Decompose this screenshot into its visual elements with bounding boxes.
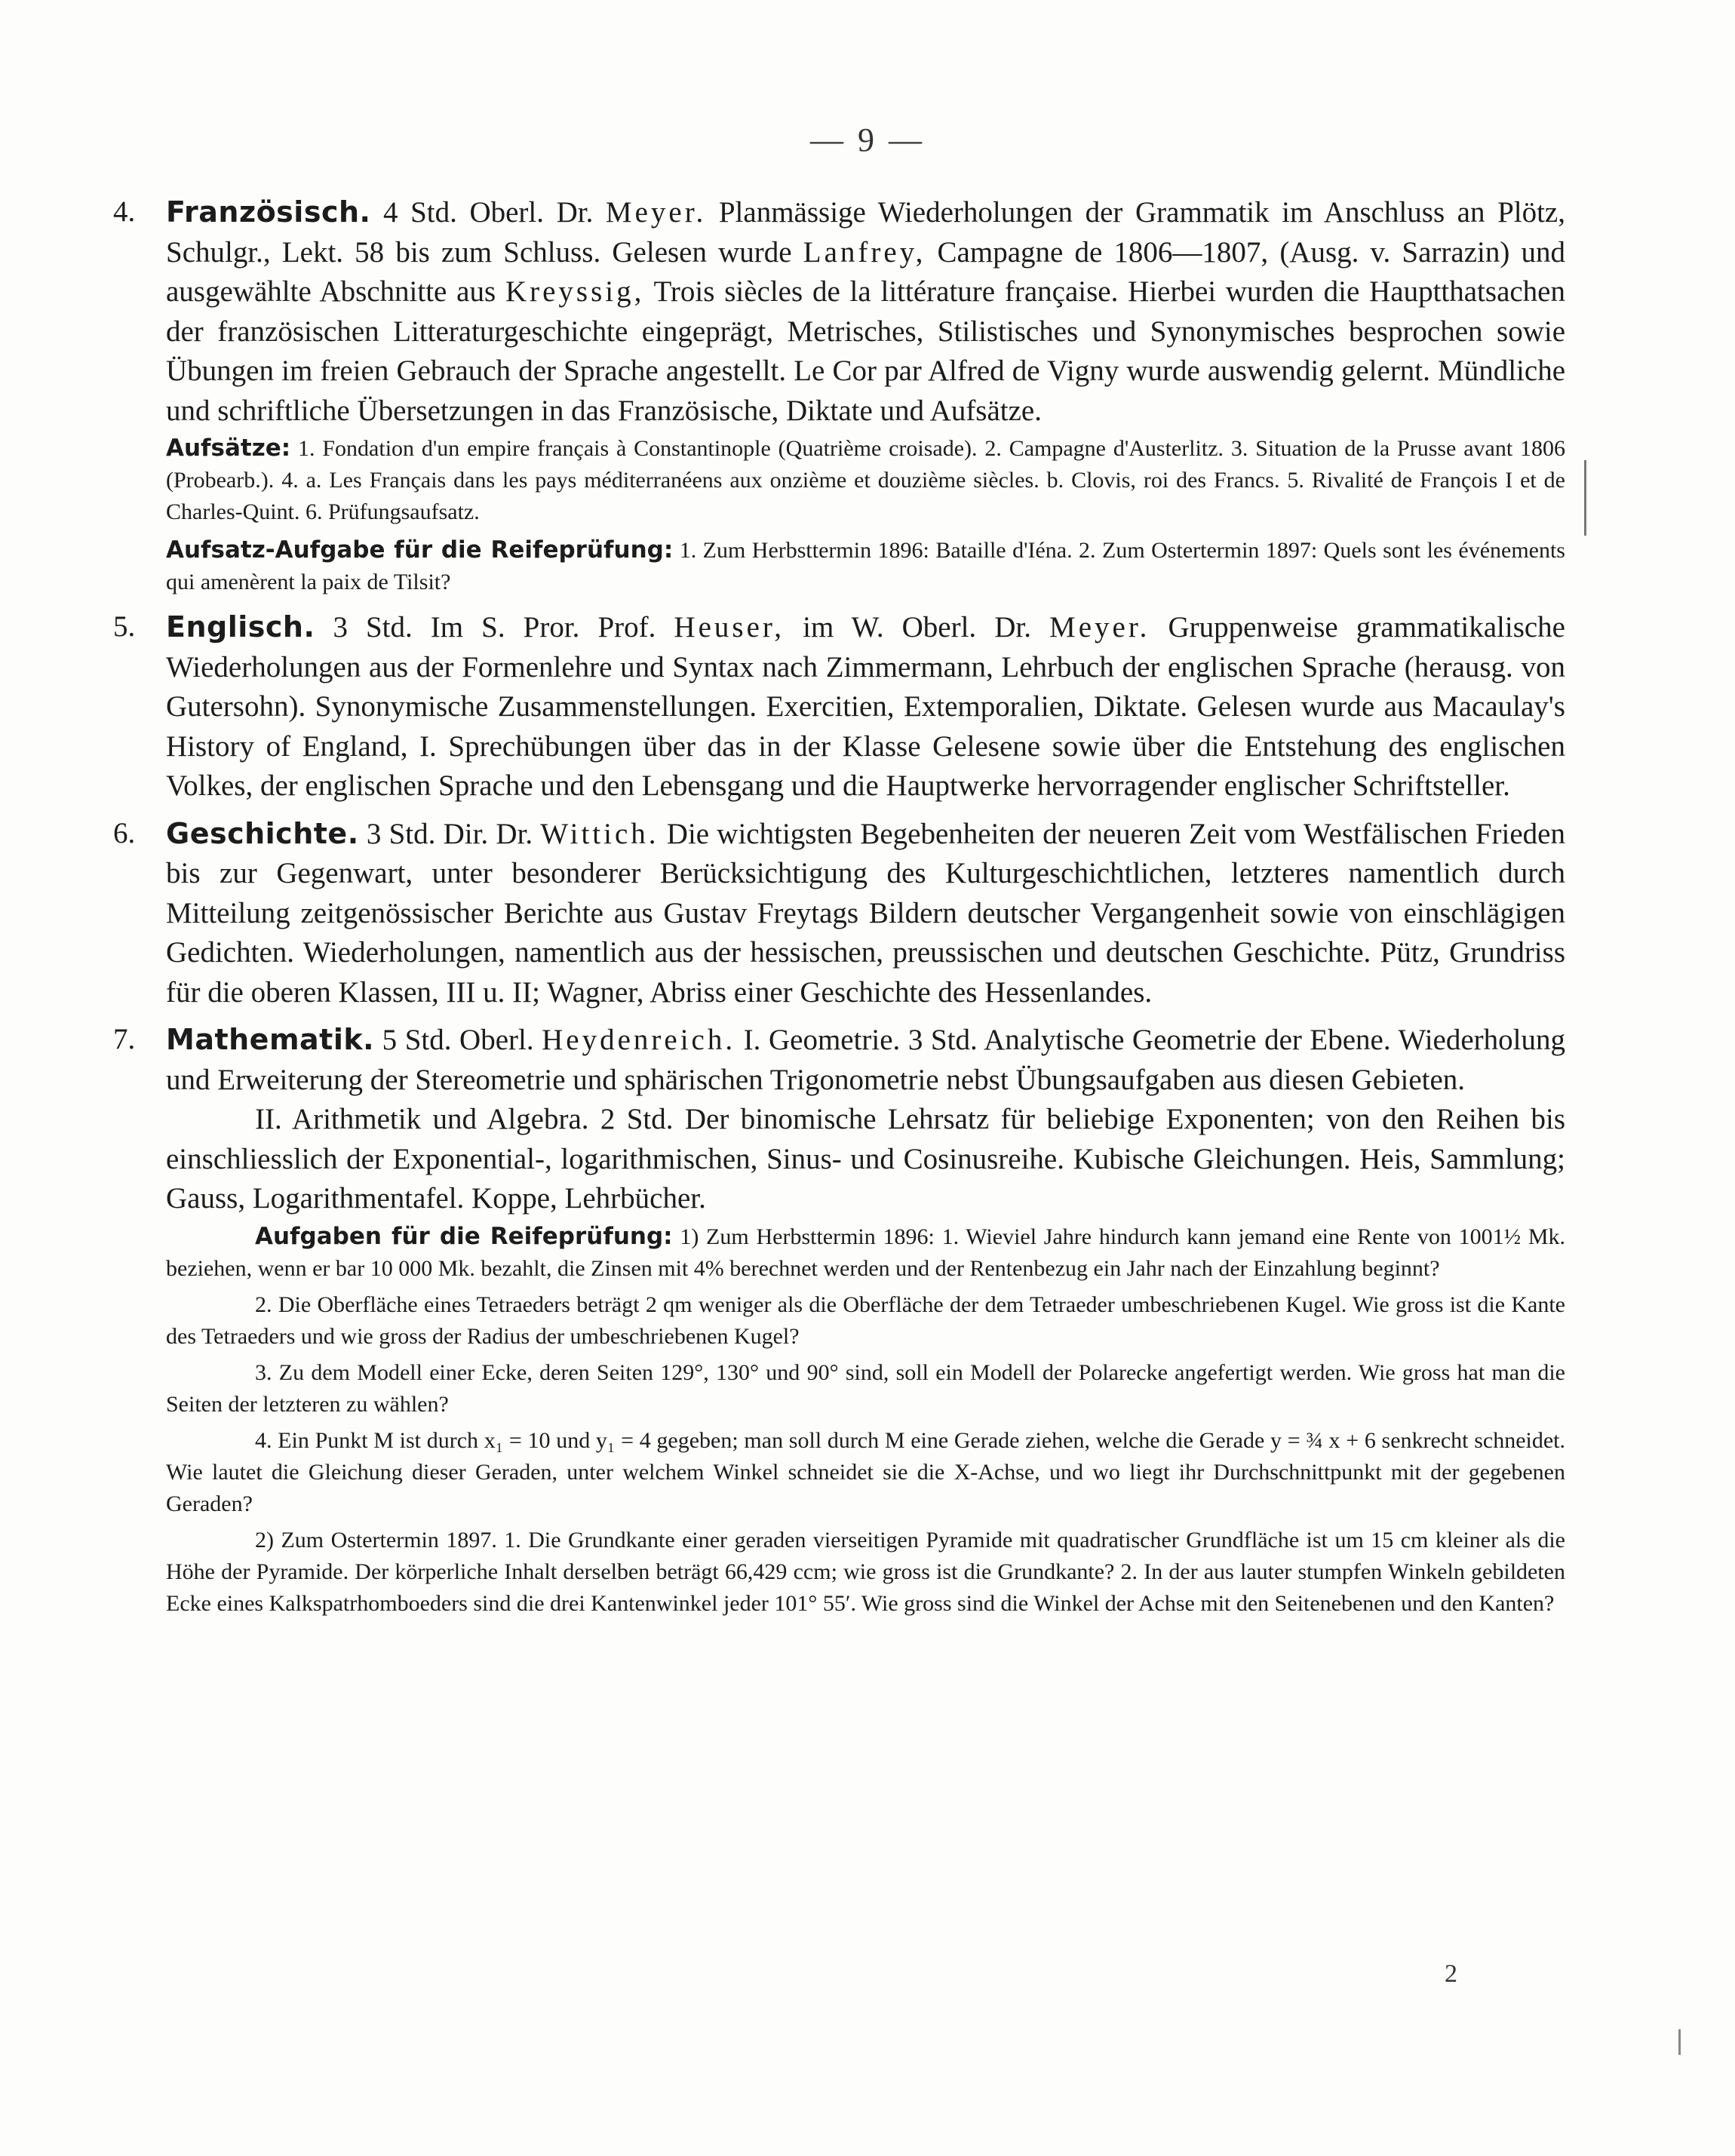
section-geschichte (113, 814, 1565, 1013)
section-franzoesisch (113, 192, 1565, 431)
section-number: 7. (113, 1023, 136, 1055)
section-body-2: Campagne de 1806—1807, (Ausg. v. Sarrazin) und ausgewählte Abschnitte aus (166, 235, 1565, 308)
teacher-name: Meyer. (1049, 611, 1150, 643)
exercise-3: 3. Zu dem Modell einer Ecke, deren Seiten 129°, 130° und 90° sind, soll ein Modell der Polarecke angefertigt werden. Wie gross hat man die Seiten der letzteren zu wählen? (166, 1359, 1565, 1417)
exercise-1: 1) Zum Herbsttermin 1896: 1. Wieviel Jahre hindurch kann jemand eine Rente von 1001½ Mk. beziehen, wenn er bar 10 000 Mk. bezahlt, die Zinsen mit 4% berechnet werden und der Rentenbezug ein Jahr nach der Einzahlung beginnt? (166, 1224, 1565, 1281)
reife-label: Aufgaben für die Reifeprüfung: (255, 1222, 673, 1250)
section-mathematik (113, 1020, 1565, 1100)
section-mid: im W. Oberl. Dr. (785, 611, 1050, 643)
section-body: Gruppenweise grammatikalische Wiederholungen aus der Formenlehre und Syntax nach Zimmermann, Lehrbuch der englischen Sprache (herausg. von Gutersohn). Synonymische Zusammenstellungen. Exercitien, Extemporalien, Diktate. Gelesen wurde aus Macaulay's History of England, I. Sprechübungen über das in der Klasse Gelesene sowie über die Entstehung des englischen Volkes, der englischen Sprache und den Lebensgang und die Hauptwerke hervorragender englischer Schriftsteller. (166, 611, 1565, 802)
author-name: Lanfrey, (803, 235, 926, 269)
section-lead: 3 Std. Dir. Dr. (358, 817, 541, 850)
exercise-4: 4. Ein Punkt M ist durch x₁ = 10 und y₁ = 4 gegeben; man soll durch M eine Gerade ziehen, welche die Gerade y = ¾ x + 6 senkrecht schneidet. Wie lautet die Gleichung dieser Geraden, unter welchem Winkel schneidet sie die X-Achse, und wo liegt ihr Durchschnittpunkt mit der gegebenen Geraden? (166, 1427, 1565, 1516)
teacher-name: Heydenreich. (542, 1024, 736, 1056)
section-title: Mathematik. (166, 1023, 375, 1056)
section-lead: 5 Std. Oberl. (374, 1024, 542, 1056)
section-number: 6. (113, 816, 136, 849)
teacher-name: Meyer. (605, 196, 707, 229)
teacher-name: Heuser, (674, 611, 785, 643)
signature-mark: 2 (1445, 1960, 1457, 1988)
section-body-2: II. Arithmetik und Algebra. 2 Std. Der binomische Lehrsatz für beliebige Exponenten; von den Reihen bis einschliesslich der Exponential-, logarithmischen, Sinus- und Cosinusreihe. Kubische Gleichungen. Heis, Sammlung; Gauss, Logarithmentafel. Koppe, Lehrbücher. (166, 1103, 1565, 1215)
section-number: 4. (113, 195, 136, 228)
section-lead: 4 Std. Oberl. Dr. (370, 196, 606, 229)
reifepruefung-mathematik (113, 1221, 1565, 1285)
scan-mark (1678, 2029, 1681, 2055)
reife-label: Aufsatz-Aufgabe für die Reifeprüfung: (166, 536, 674, 564)
aufsaetze-label: Aufsätze: (166, 435, 291, 462)
teacher-name: Wittich. (540, 817, 659, 850)
aufsaetze-list (113, 432, 1565, 528)
section-title: Geschichte. (166, 816, 359, 850)
section-body: I. Geometrie. 3 Std. Analytische Geometrie der Ebene. Wiederholung und Erweiterung der Stereometrie und sphärischen Trigonometrie nebst Übungsaufgaben aus diesen Gebieten. (166, 1024, 1565, 1096)
page-content (113, 192, 1565, 1620)
section-number: 5. (113, 610, 136, 643)
section-body: Die wichtigsten Begebenheiten der neueren Zeit vom Westfälischen Frieden bis zur Gegenwart, unter besonderer Berücksichtigung des Kulturgeschichtlichen, letzteres namentlich durch Mitteilung zeitgenössischer Berichte aus Gustav Freytags Bildern deutscher Vergangenheit sowie von einschlägigen Gedichten. Wiederholungen, namentlich aus der hessischen, preussischen und deutschen Geschichte. Pütz, Grundriss für die oberen Klassen, III u. II; Wagner, Abriss einer Geschichte des Hessenlandes. (166, 817, 1565, 1009)
reife-text: 1. Zum Herbsttermin 1896: Bataille d'Iéna. 2. Zum Ostertermin 1897: Quels sont les événements qui amenèrent la paix de Tilsit? (166, 538, 1565, 594)
section-englisch (113, 607, 1565, 806)
exercise-2: 2. Die Oberfläche eines Tetraeders beträgt 2 qm weniger als die Oberfläche der dem Tetraeder umbeschriebenen Kugel. Wie gross ist die Kante des Tetraeders und wie gross der Radius der umbeschriebenen Kugel? (166, 1291, 1565, 1349)
section-title: Französisch. (166, 195, 371, 229)
section-mathematik-arithmetik (113, 1100, 1565, 1219)
aufsaetze-text: 1. Fondation d'un empire français à Constantinople (Quatrième croisade). 2. Campagne d'Austerlitz. 3. Situation de la Prusse avant 1806 (Probearb.). 4. a. Les Français dans les pays méditerranéens aux onzième et douzième siècles. b. Clovis, roi des Francs. 5. Rivalité de François I et de Charles-Quint. 6. Prüfungsaufsatz. (166, 436, 1565, 524)
page-number: — 9 — (810, 121, 925, 158)
reifepruefung-franzoesisch (113, 534, 1565, 598)
section-title: Englisch. (166, 610, 315, 643)
section-lead: 3 Std. Im S. Pror. Prof. (315, 611, 674, 643)
section-body-3: Trois siècles de la littérature française. Hierbei wurden die Hauptthatsachen der französischen Litteraturgeschichte eingeprägt, Metrisches, Stilistisches und Synonymisches besprochen sowie Übungen im freien Gebrauch der Sprache angestellt. Le Cor par Alfred de Vigny wurde auswendig gelernt. Mündliche und schriftliche Übersetzungen in das Französische, Diktate und Aufsätze. (166, 275, 1565, 427)
margin-mark (1584, 460, 1586, 536)
exercise-5: 2) Zum Ostertermin 1897. 1. Die Grundkante einer geraden vierseitigen Pyramide mit quadratischer Grundfläche ist um 15 cm kleiner als die Höhe der Pyramide. Der körperliche Inhalt derselben beträgt 66,429 ccm; wie gross ist die Grundkante? 2. In der aus lauter stumpfen Winkeln gebildeten Ecke eines Kalkspatrhomboeders sind die drei Kantenwinkel jeder 101° 55′. Wie gross sind die Winkel der Achse mit den Seitenebenen und den Kanten? (166, 1527, 1565, 1616)
author-name: Kreyssig, (505, 275, 645, 308)
section-body: Planmässige Wiederholungen der Grammatik im Anschluss an Plötz, Schulgr., Lekt. 58 bis zum Schluss. Gelesen wurde (166, 196, 1565, 269)
